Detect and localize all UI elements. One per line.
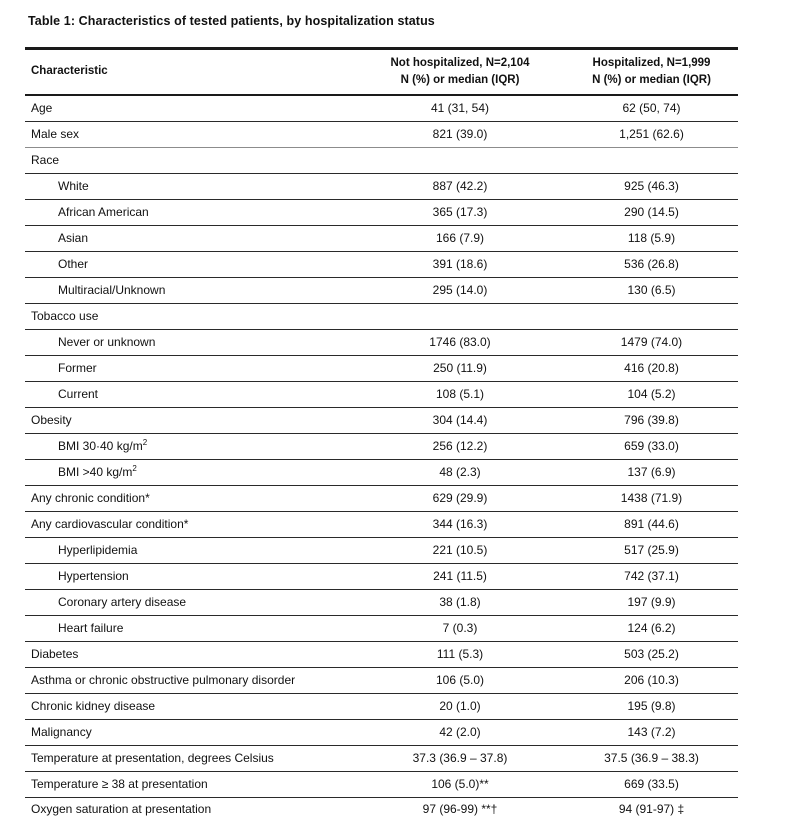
row-label: Asthma or chronic obstructive pulmonary disorder — [31, 672, 296, 687]
table-header — [25, 49, 738, 96]
table-row — [25, 771, 738, 797]
row-label: African American — [58, 204, 149, 219]
cell-hospitalized: 517 (25.9) — [624, 542, 679, 557]
table-row — [25, 407, 738, 433]
row-label: Never or unknown — [58, 334, 156, 349]
column-header-hospitalized — [565, 49, 738, 96]
row-label-superscript: 2 — [132, 463, 137, 473]
table-row — [25, 95, 738, 121]
table-row — [25, 225, 738, 251]
cell-not-hospitalized: 20 (1.0) — [439, 698, 481, 713]
row-label: Any chronic condition* — [31, 490, 150, 505]
cell-not-hospitalized: 887 (42.2) — [432, 178, 488, 193]
row-label: Obesity — [31, 412, 72, 427]
cell-hospitalized: 62 (50, 74) — [622, 100, 681, 115]
table-row — [25, 693, 738, 719]
cell-hospitalized: 197 (9.9) — [627, 594, 676, 609]
cell-hospitalized: 195 (9.8) — [627, 698, 676, 713]
table-header-row — [25, 49, 738, 96]
row-label: Hypertension — [58, 568, 129, 583]
cell-not-hospitalized: 38 (1.8) — [439, 594, 481, 609]
cell-hospitalized: 37.5 (36.9 – 38.3) — [604, 750, 699, 765]
cell-not-hospitalized — [355, 303, 565, 329]
column-header-not-hospitalized — [355, 49, 565, 96]
table-row — [25, 251, 738, 277]
cell-not-hospitalized: 48 (2.3) — [439, 464, 481, 479]
cell-not-hospitalized: 106 (5.0) — [435, 672, 485, 687]
column-header-hospitalized-line1: Hospitalized, N=1,999 — [592, 57, 711, 69]
cell-hospitalized — [565, 303, 738, 329]
row-label: Former — [58, 360, 97, 375]
cell-hospitalized: 1438 (71.9) — [620, 490, 683, 505]
cell-not-hospitalized: 97 (96-99) **† — [422, 802, 498, 816]
table-row — [25, 355, 738, 381]
table-container — [25, 47, 738, 816]
cell-hospitalized: 94 (91-97) ‡ — [618, 802, 685, 816]
row-label: Any cardiovascular condition* — [31, 516, 189, 531]
column-header-not-hospitalized-line1: Not hospitalized, N=2,104 — [390, 57, 530, 69]
table-row — [25, 199, 738, 225]
table-row — [25, 121, 738, 147]
row-label-superscript: 2 — [142, 437, 148, 447]
cell-hospitalized: 124 (6.2) — [627, 620, 676, 635]
table-row — [25, 511, 738, 537]
cell-not-hospitalized: 106 (5.0)** — [431, 776, 489, 791]
row-label: BMI >40 $kg/m^2$ — [58, 463, 137, 479]
cell-hospitalized: 118 (5.9) — [627, 230, 676, 245]
cell-hospitalized: 669 (33.5) — [624, 776, 679, 791]
cell-hospitalized — [565, 147, 738, 173]
cell-hospitalized: 659 (33.0) — [624, 438, 679, 453]
cell-not-hospitalized: 108 (5.1) — [435, 386, 485, 401]
table-row — [25, 173, 738, 199]
row-label: Temperature at presentation, degrees Celsius — [31, 750, 274, 765]
cell-hospitalized: 1,251 (62.6) — [619, 126, 684, 141]
table-row — [25, 459, 738, 485]
cell-not-hospitalized: 344 (16.3) — [432, 516, 488, 531]
row-label: Tobacco use — [31, 308, 99, 323]
row-label: Heart failure — [58, 620, 124, 635]
cell-not-hospitalized: 7 (0.3) — [442, 620, 478, 635]
cell-not-hospitalized: 256 (12.2) — [432, 438, 488, 453]
cell-not-hospitalized: 629 (29.9) — [432, 490, 488, 505]
cell-hospitalized: 536 (26.8) — [624, 256, 679, 271]
table-row — [25, 485, 738, 511]
cell-not-hospitalized: 42 (2.0) — [439, 724, 481, 739]
row-label: Multiracial/Unknown — [58, 282, 166, 297]
table-row — [25, 147, 738, 173]
row-label: Hyperlipidemia — [58, 542, 138, 557]
row-label: Race — [31, 152, 60, 167]
cell-not-hospitalized: 166 (7.9) — [435, 230, 485, 245]
cell-not-hospitalized: 1746 (83.0) — [429, 334, 491, 349]
row-label: Temperature ≥ 38 at presentation — [31, 776, 208, 791]
cell-hospitalized: 891 (44.6) — [624, 516, 679, 531]
table-row — [25, 719, 738, 745]
column-header-not-hospitalized-line2: N (%) or median (IQR) — [400, 73, 520, 86]
cell-not-hospitalized: 295 (14.0) — [432, 282, 488, 297]
cell-hospitalized: 503 (25.2) — [624, 646, 679, 661]
cell-not-hospitalized: 365 (17.3) — [432, 204, 488, 219]
column-header-hospitalized-line2: N (%) or median (IQR) — [592, 73, 711, 86]
table-row — [25, 797, 738, 816]
row-label: Current — [58, 386, 99, 401]
cell-not-hospitalized: 241 (11.5) — [433, 568, 487, 583]
cell-hospitalized: 137 (6.9) — [627, 464, 676, 479]
cell-hospitalized: 104 (5.2) — [627, 386, 676, 401]
cell-not-hospitalized: 821 (39.0) — [432, 126, 488, 141]
cell-not-hospitalized: 391 (18.6) — [432, 256, 488, 271]
cell-hospitalized: 130 (6.5) — [627, 282, 676, 297]
column-header-characteristic: Characteristic — [31, 65, 108, 78]
cell-hospitalized: 416 (20.8) — [624, 360, 679, 375]
cell-hospitalized: 1479 (74.0) — [620, 334, 683, 349]
table-row — [25, 303, 738, 329]
table-row — [25, 381, 738, 407]
cell-not-hospitalized: 221 (10.5) — [432, 542, 488, 557]
row-label: White — [58, 178, 89, 193]
row-label: Coronary artery disease — [58, 594, 187, 609]
table-row — [25, 277, 738, 303]
row-label: BMI 30·40 $kg/m^2$ — [58, 437, 148, 453]
cell-hospitalized: 206 (10.3) — [624, 672, 679, 687]
row-label: Chronic kidney disease — [31, 698, 156, 713]
cell-hospitalized: 742 (37.1) — [624, 568, 679, 583]
table-row — [25, 589, 738, 615]
table-row — [25, 537, 738, 563]
table-row — [25, 433, 738, 459]
table-row — [25, 641, 738, 667]
table-row — [25, 563, 738, 589]
row-label: Male sex — [31, 126, 80, 141]
cell-not-hospitalized: 304 (14.4) — [432, 412, 488, 427]
characteristics-table — [25, 47, 738, 816]
row-label: Age — [31, 100, 53, 115]
cell-hospitalized: 290 (14.5) — [624, 204, 679, 219]
cell-not-hospitalized — [355, 147, 565, 173]
cell-not-hospitalized: 111 (5.3) — [436, 646, 484, 661]
row-label: Malignancy — [31, 724, 92, 739]
table-row — [25, 667, 738, 693]
row-label: Oxygen saturation at presentation — [31, 802, 212, 816]
cell-hospitalized: 796 (39.8) — [624, 412, 679, 427]
cell-hospitalized: 925 (46.3) — [624, 178, 679, 193]
table-body — [25, 95, 738, 816]
table-row — [25, 615, 738, 641]
cell-not-hospitalized: 250 (11.9) — [433, 360, 487, 375]
row-label: Diabetes — [31, 646, 79, 661]
cell-hospitalized: 143 (7.2) — [627, 724, 676, 739]
table-caption: Table 1: Characteristics of tested patients, by hospitalization status — [28, 14, 435, 28]
row-label: Other — [58, 256, 89, 271]
row-label: Asian — [58, 230, 89, 245]
table-row — [25, 745, 738, 771]
cell-not-hospitalized: 41 (31, 54) — [430, 100, 490, 115]
table-row — [25, 329, 738, 355]
cell-not-hospitalized: 37.3 (36.9 – 37.8) — [412, 750, 508, 765]
